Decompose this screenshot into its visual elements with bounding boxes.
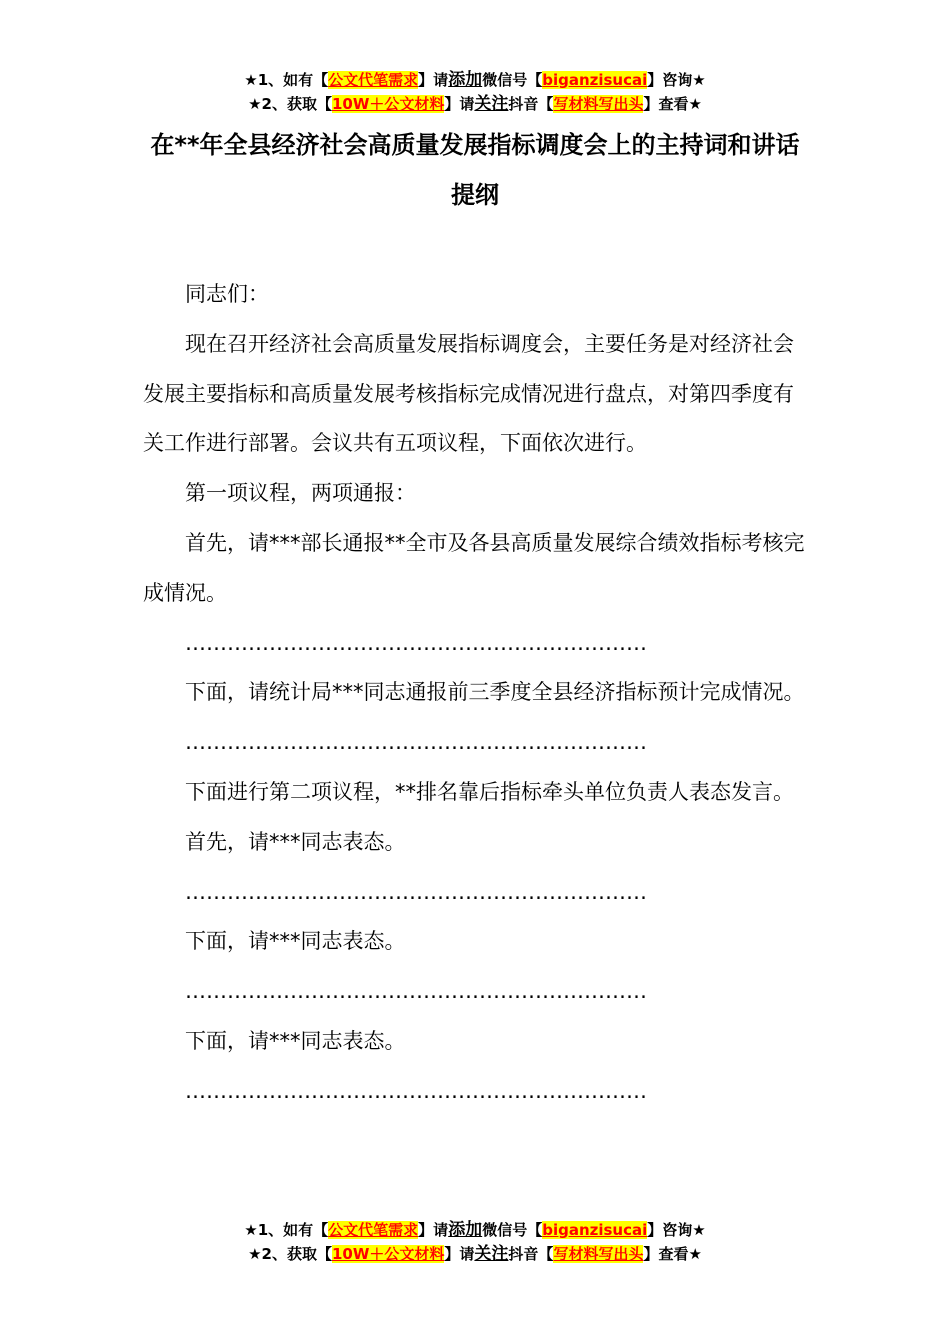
document-body: [143, 270, 810, 1117]
promo-text: 】查看★: [643, 95, 702, 113]
promo-emphasis: 添加: [448, 1220, 483, 1240]
paragraph: 首先，请***部长通报**全市及各县高质量发展综合绩效指标考核完成情况。: [143, 530, 805, 605]
promo-emphasis: 关注: [474, 1244, 509, 1264]
paragraph: 现在召开经济社会高质量发展指标调度会，主要任务是对经济社会发展主要指标和高质量发展考核指标完成情况进行盘点，对第四季度有关工作进行部署。会议共有五项议程，下面依次进行。: [143, 331, 794, 456]
promo-text: 】请: [444, 1245, 475, 1263]
promo-text: 微信号【: [482, 1221, 543, 1239]
promo-highlight: 公文代笔需求: [328, 71, 419, 89]
ellipsis-line: …………………………………………………………: [185, 979, 647, 1004]
promo-line-1: [0, 68, 950, 92]
promo-text: 微信号【: [482, 71, 543, 89]
promo-text: ★2、获取【: [248, 95, 332, 113]
promo-highlight: 10W＋公文材料: [331, 1245, 445, 1263]
salutation: 同志们：: [185, 282, 269, 306]
promo-text: 】请: [418, 1221, 449, 1239]
promo-text: ★1、如有【: [244, 1221, 329, 1239]
paragraph: 下面进行第二项议程，**排名靠后指标牵头单位负责人表态发言。: [185, 779, 794, 804]
promo-highlight: 写材料写出头: [553, 1245, 644, 1263]
promo-text: 】查看★: [643, 1245, 702, 1263]
promo-emphasis: 关注: [474, 94, 509, 114]
ellipsis-line: …………………………………………………………: [185, 730, 647, 755]
document-title: 在**年全县经济社会高质量发展指标调度会上的主持词和讲话提纲: [150, 131, 800, 209]
promo-highlight: 10W＋公文材料: [331, 95, 445, 113]
promo-text: ★2、获取【: [248, 1245, 332, 1263]
ellipsis-line: …………………………………………………………: [185, 630, 647, 655]
promo-line-2: [0, 1242, 950, 1266]
promo-highlight: biganzisucai: [542, 1221, 648, 1239]
promo-text: 抖音【: [508, 95, 554, 113]
paragraph: 下面，请统计局***同志通报前三季度全县经济指标预计完成情况。: [185, 680, 805, 705]
paragraph: 首先，请***同志表态。: [185, 829, 406, 854]
promo-highlight: biganzisucai: [542, 71, 648, 89]
promo-emphasis: 添加: [448, 70, 483, 90]
promo-banner-top: [0, 68, 950, 116]
paragraph: 下面，请***同志表态。: [185, 1028, 406, 1053]
promo-text: 】请: [418, 71, 449, 89]
paragraph: 第一项议程，两项通报：: [185, 481, 416, 506]
promo-highlight: 写材料写出头: [553, 95, 644, 113]
promo-line-1: [0, 1218, 950, 1242]
promo-text: ★1、如有【: [244, 71, 329, 89]
promo-text: 抖音【: [508, 1245, 554, 1263]
promo-highlight: 公文代笔需求: [328, 1221, 419, 1239]
promo-banner-bottom: [0, 1218, 950, 1266]
promo-text: 】咨询★: [647, 71, 706, 89]
ellipsis-line: …………………………………………………………: [185, 1078, 647, 1103]
promo-line-2: [0, 92, 950, 116]
paragraph: 下面，请***同志表态。: [185, 929, 406, 954]
ellipsis-line: …………………………………………………………: [185, 879, 647, 904]
promo-text: 】咨询★: [647, 1221, 706, 1239]
promo-text: 】请: [444, 95, 475, 113]
